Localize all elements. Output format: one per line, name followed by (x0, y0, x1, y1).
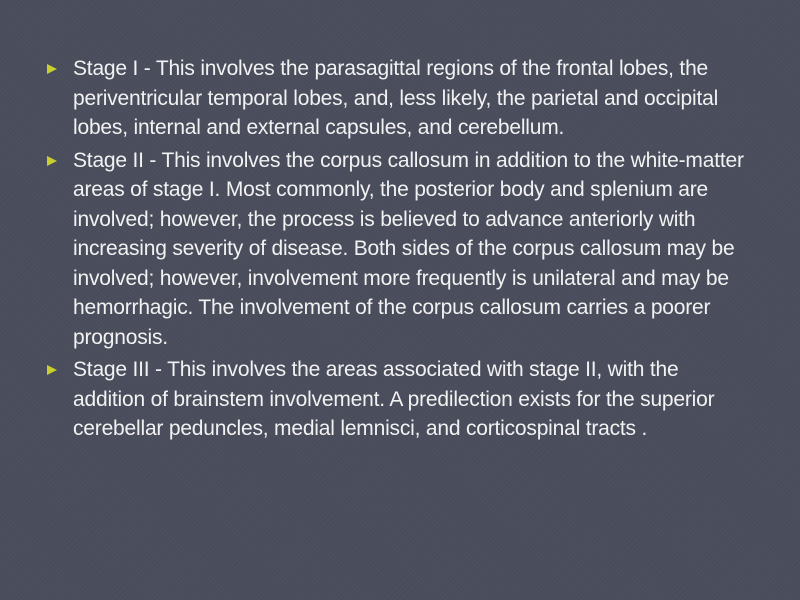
triangle-bullet-icon (47, 64, 57, 74)
bullet-text: Stage II - This involves the corpus callosum in addition to the white-matter areas of stage I. Most commonly, the posterior body and splenium are involved; however, the process is believed to advance anteriorly with increasing severity of disease. Both sides of the corpus callosum may be involved; however, involvement more frequently is unilateral and may be hemorrhagic. The involvement of the corpus callosum carries a poorer prognosis. (73, 148, 744, 349)
list-item-stage-2 (46, 146, 746, 353)
list-item-stage-1 (46, 54, 746, 143)
triangle-bullet-icon (47, 156, 57, 166)
triangle-bullet-icon (47, 365, 57, 375)
bullet-text: Stage III - This involves the areas associated with stage II, with the addition of brainstem involvement. A predilection exists for the superior cerebellar peduncles, medial lemnisci, and corticospinal tracts . (73, 358, 715, 440)
bullet-text: Stage I - This involves the parasagittal regions of the frontal lobes, the periventricular temporal lobes, and, less likely, the parietal and occipital lobes, internal and external capsules, and cerebellum. (73, 57, 719, 139)
bullet-list (46, 54, 746, 447)
list-item-stage-3 (46, 355, 746, 444)
